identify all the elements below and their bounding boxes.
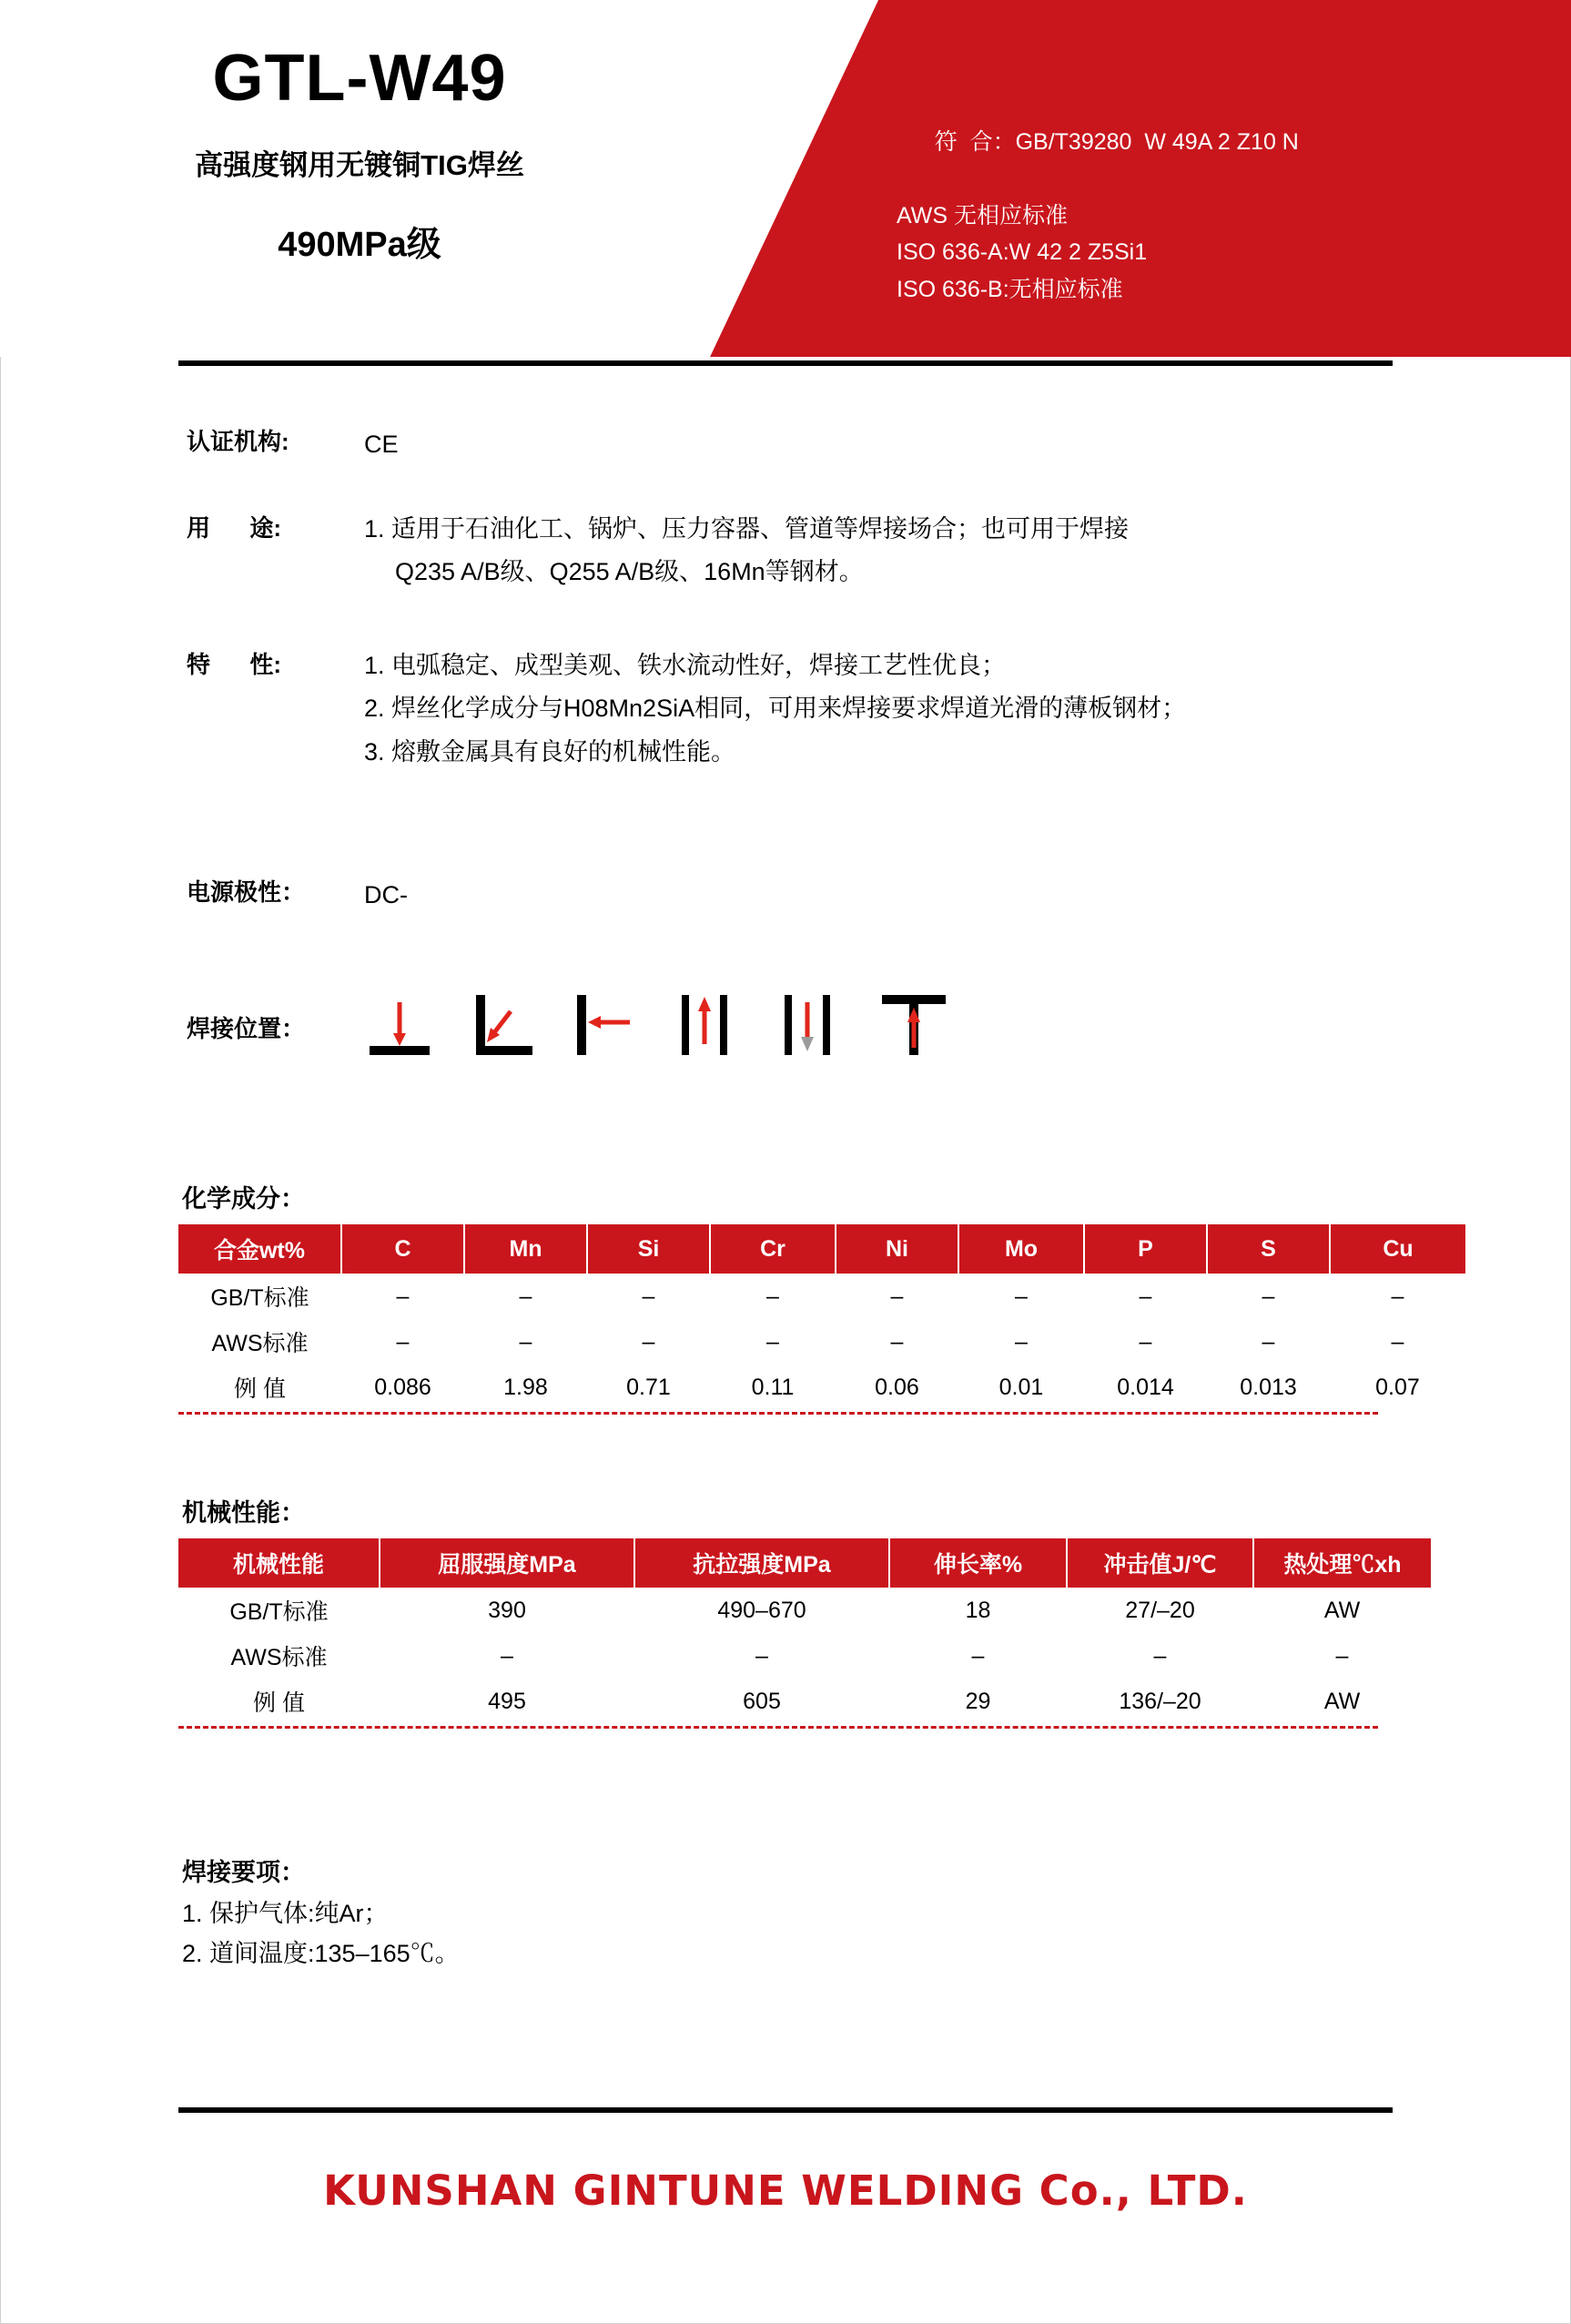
- chem-r0c2: –: [642, 1283, 655, 1309]
- mechanical-properties-table-wrap: [178, 1538, 1431, 1729]
- position-flat-icon: [364, 989, 435, 1061]
- mechanical-properties-table: [178, 1538, 1431, 1724]
- section-certification: [187, 423, 399, 458]
- chem-header-2: Mn: [464, 1224, 587, 1274]
- usage-line-2: Q235 A/B级、Q255 A/B级、16Mn等钢材。: [395, 558, 864, 586]
- certification-value: CE: [364, 431, 399, 458]
- chem-r0c8: –: [1391, 1283, 1404, 1309]
- footer-divider: [178, 2107, 1393, 2113]
- mech-table-bottom-rule: [178, 1726, 1378, 1729]
- chem-r2c5: 0.01: [998, 1374, 1044, 1400]
- section-features: [187, 646, 1424, 766]
- standards-label: 符 合：: [934, 128, 1016, 155]
- mech-row1-label: AWS标准: [230, 1645, 328, 1670]
- table-row: [178, 1679, 1431, 1724]
- chem-r1c4: –: [890, 1328, 904, 1355]
- feature-line-1: 1. 电弧稳定、成型美观、铁水流动性好，焊接工艺性优良；: [364, 652, 1007, 679]
- mech-header-2: 抗拉强度MPa: [634, 1538, 889, 1588]
- section-welding-position: [187, 1010, 305, 1044]
- chem-row0-label: GB/T标准: [210, 1285, 309, 1311]
- product-subtitle: 高强度钢用无镀铜TIG焊丝: [195, 149, 524, 181]
- title-block: [0, 42, 719, 266]
- chem-header-9: Cu: [1330, 1224, 1465, 1274]
- welding-position-icons: [364, 988, 949, 1061]
- mech-r2c0: 495: [488, 1688, 526, 1714]
- usage-value: [364, 508, 1129, 594]
- chem-row1-label: AWS标准: [211, 1331, 309, 1356]
- table-row: [178, 1365, 1465, 1410]
- chem-header-3: Si: [587, 1224, 710, 1274]
- mech-row2-label: 例 值: [253, 1690, 305, 1716]
- chem-r0c7: –: [1262, 1283, 1275, 1309]
- mech-header-0: 机械性能: [178, 1538, 380, 1588]
- standard-gbt: GB/T39280 W 49A 2 Z10 N: [1015, 128, 1299, 155]
- chem-row2-label: 例 值: [234, 1376, 286, 1402]
- mech-header-3: 伸长率%: [889, 1538, 1067, 1588]
- welding-notes: [182, 1852, 460, 1974]
- mech-header-5: 热处理℃xh: [1253, 1538, 1431, 1588]
- standard-aws: AWS 无相应标准: [897, 202, 1068, 228]
- standards-line-0: [897, 86, 1299, 198]
- chem-r0c5: –: [1015, 1283, 1028, 1309]
- chem-r2c1: 1.98: [503, 1374, 548, 1400]
- position-horizontal-vertical-icon: [467, 989, 538, 1061]
- chem-r2c8: 0.07: [1375, 1374, 1420, 1400]
- mech-r0c4: AW: [1323, 1597, 1361, 1623]
- mech-r0c3: 27/–20: [1125, 1597, 1195, 1623]
- chem-r2c2: 0.71: [626, 1374, 671, 1400]
- mech-r1c0: –: [501, 1642, 513, 1669]
- mech-row0-label: GB/T标准: [229, 1599, 329, 1625]
- mech-r2c2: 29: [965, 1688, 991, 1714]
- mech-header-1: 屈服强度MPa: [380, 1538, 634, 1588]
- chem-r2c7: 0.013: [1240, 1374, 1297, 1400]
- table-row: [178, 1319, 1465, 1365]
- mech-r1c4: –: [1335, 1642, 1349, 1669]
- certification-label: 认证机构:: [187, 428, 289, 455]
- chem-r2c4: 0.06: [875, 1374, 919, 1400]
- position-vertical-down-icon: [775, 989, 846, 1061]
- table-row: [178, 1588, 1431, 1633]
- mech-r1c3: –: [1153, 1642, 1167, 1669]
- chem-r2c0: 0.086: [374, 1374, 431, 1400]
- chem-r1c0: –: [396, 1328, 410, 1355]
- chem-header-1: C: [341, 1224, 464, 1274]
- chem-r1c3: –: [766, 1328, 779, 1355]
- table-header-row: [178, 1224, 1465, 1274]
- chem-r0c3: –: [766, 1283, 779, 1309]
- chem-header-0: 合金wt%: [178, 1224, 341, 1274]
- mech-r2c4: AW: [1323, 1688, 1361, 1714]
- table-header-row: [178, 1538, 1431, 1588]
- chem-header-7: P: [1084, 1224, 1207, 1274]
- mechanical-properties-title: 机械性能：: [182, 1499, 305, 1527]
- standard-iso-b: ISO 636-B:无相应标准: [897, 276, 1123, 302]
- polarity-label: 电源极性：: [187, 878, 306, 906]
- welding-note-1: 1. 保护气体:纯Ar；: [182, 1899, 389, 1927]
- chem-r1c8: –: [1391, 1328, 1404, 1355]
- features-label: 特 性:: [187, 651, 282, 678]
- mech-r0c2: 18: [965, 1597, 991, 1623]
- table-row: [178, 1633, 1431, 1679]
- chem-header-5: Ni: [836, 1224, 958, 1274]
- feature-line-2: 2. 焊丝化学成分与H08Mn2SiA相同，可用来焊接要求焊道光滑的薄板钢材；: [364, 695, 1187, 723]
- welding-notes-title: 焊接要项：: [182, 1859, 305, 1886]
- company-name: KUNSHAN GINTUNE WELDING Co., LTD.: [323, 2167, 1248, 2215]
- mech-header-4: 冲击值J/℃: [1067, 1538, 1253, 1588]
- position-horizontal-icon: [570, 989, 641, 1061]
- chem-r1c6: –: [1139, 1328, 1152, 1355]
- welding-note-2: 2. 道间温度:135–165℃。: [182, 1940, 460, 1968]
- product-grade: 490MPa级: [278, 226, 441, 264]
- welding-position-label: 焊接位置：: [187, 1015, 306, 1042]
- header-divider: [178, 360, 1393, 366]
- polarity-value: DC-: [364, 881, 408, 908]
- product-code: GTL-W49: [212, 42, 507, 115]
- usage-label: 用 途:: [187, 514, 282, 542]
- section-polarity: [187, 874, 408, 908]
- mech-r2c1: 605: [743, 1688, 781, 1714]
- chemical-composition-table-wrap: [178, 1224, 1465, 1415]
- table-row: [178, 1274, 1465, 1319]
- standard-iso-a: ISO 636-A:W 42 2 Z5Si1: [897, 239, 1148, 265]
- chemical-composition-title: 化学成分：: [182, 1185, 305, 1213]
- feature-line-3: 3. 熔敷金属具有良好的机械性能。: [364, 737, 736, 766]
- chem-r1c7: –: [1262, 1328, 1275, 1355]
- mech-r0c1: 490–670: [717, 1597, 806, 1623]
- document-header: [0, 0, 1571, 357]
- mech-r0c0: 390: [488, 1597, 526, 1623]
- usage-line-1: 1. 适用于石油化工、锅炉、压力容器、管道等焊接场合；也可用于焊接: [364, 515, 1130, 543]
- chem-r2c3: 0.11: [751, 1374, 795, 1400]
- chem-r1c1: –: [519, 1328, 532, 1355]
- position-vertical-up-icon: [673, 989, 744, 1061]
- chem-r1c2: –: [642, 1328, 655, 1355]
- standards-block: [897, 86, 1299, 308]
- section-usage: [187, 510, 1415, 586]
- chem-r0c4: –: [890, 1283, 904, 1309]
- chem-header-6: Mo: [958, 1224, 1084, 1274]
- chem-r0c0: –: [396, 1283, 410, 1309]
- chem-r1c5: –: [1015, 1328, 1028, 1355]
- chem-table-bottom-rule: [178, 1412, 1378, 1415]
- chemical-composition-table: [178, 1224, 1465, 1410]
- mech-r1c2: –: [971, 1642, 985, 1669]
- position-overhead-icon: [878, 989, 949, 1061]
- chem-header-8: S: [1207, 1224, 1330, 1274]
- chem-r2c6: 0.014: [1117, 1374, 1174, 1400]
- mech-r1c1: –: [755, 1642, 768, 1669]
- chem-header-4: Cr: [710, 1224, 836, 1274]
- features-value: [364, 644, 1186, 774]
- chem-r0c1: –: [519, 1283, 532, 1309]
- chem-r0c6: –: [1139, 1283, 1152, 1309]
- mech-r2c3: 136/–20: [1119, 1688, 1201, 1714]
